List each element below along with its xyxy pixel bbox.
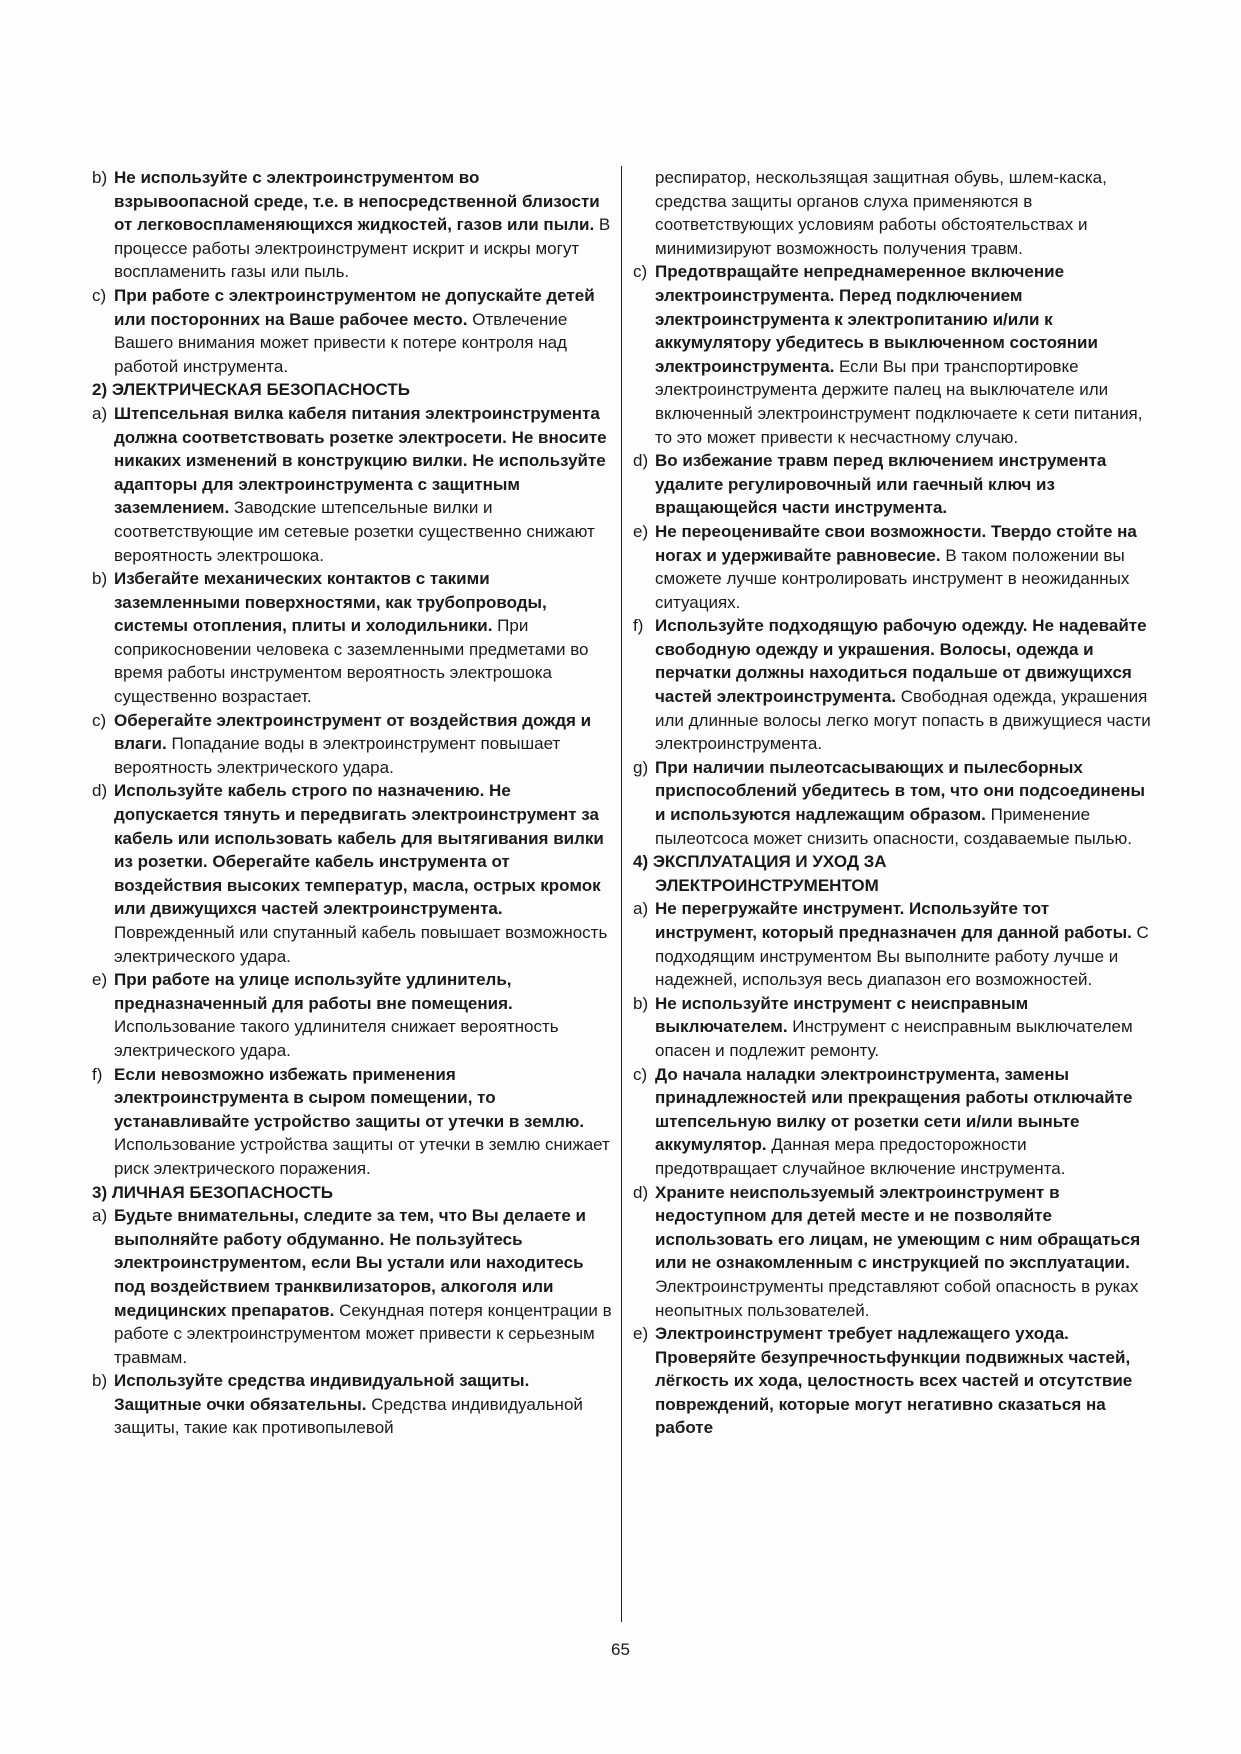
list-item: g) При наличии пылеотсасывающих и пылесборных приспособлений убедитесь в том, что они подсоединены и используются надлежащим образом. Применение пылеотсоса может снизить опасности, создаваемые пылью. [633,757,1146,848]
list-item: d) Во избежание травм перед включением инструмента удалите регулировочный или гаечный ключ из вращающейся части инструмента. [633,451,1107,518]
page-number: 65 [611,1640,630,1659]
list-item: c) Предотвращайте непреднамеренное включение электроинструмента. Перед подключением электроинструмента к электропитанию и/или к аккумулятору убедитесь в выключенном состоянии электроинструмента. Если Вы при транспортировке электроинструмента держите палец на выключателе или включенный электроинструмент подключаете к сети питания, то это может привести к несчастному случаю. [633,262,1143,447]
list-item: e) Не переоценивайте свои возможности. Твердо стойте на ногах и удерживайте равновесие. В таком положении вы сможете лучше контролировать инструмент в неожиданных ситуациях. [633,521,1137,612]
section-heading-line2: ЭЛЕКТРОИНСТРУМЕНТОМ [655,875,879,895]
list-item: f) Используйте подходящую рабочую одежду. Не надевайте свободную одежду и украшения. Волосы, одежда и перчатки должны находиться подальше от движущихся частей электроинструмента. Свободная одежда, украшения или длинные волосы легко могут попасть в движущиеся части электроинструмента. [633,616,1151,754]
list-item: f) Если невозможно избежать применения электроинструмента в сыром помещении, то устанавливайте устройство защиты от утечки в землю. Использование устройства защиты от утечки в землю снижает риск электрического поражения. [92,1064,610,1178]
list-item: e) Электроинструмент требует надлежащего ухода. Проверяйте безупречностьфункции подвижных частей, лёгкость их хода, целостность всех частей и отсутствие повреждений, которые могут негативно сказаться на работе [633,1324,1133,1438]
list-item: a) Не перегружайте инструмент. Используйте тот инструмент, который предназначен для данной работы. С подходящим инструментом Вы выполните работу лучше и надежней, используя весь диапазон его возможностей. [633,899,1149,990]
list-item: a) Будьте внимательны, следите за тем, что Вы делаете и выполняйте работу обдуманно. Не пользуйтесь электроинструментом, если Вы устали или находитесь под воздействием транквилизаторов, алкоголя или медицинских препаратов. Секундная потеря концентрации в работе с электроинструментом может привести к серьезным травмам. [92,1206,612,1367]
list-item: d) Храните неиспользуемый электроинструмент в недоступном для детей месте и не позволяйте использовать его лицам, не умеющим с ним обращаться или не ознакомленным с инструкцией по эксплуатации. Электроинструменты представляют собой опасность в руках неопытных пользователей. [633,1182,1141,1320]
list-item: a) Штепсельная вилка кабеля питания электроинструмента должна соответствовать розетке электросети. Не вносите никаких изменений в конструкцию вилки. Не используйте адапторы для электроинструмента с защитным заземлением. Заводские штепсельные вилки и соответствующие им сетевые розетки существенно снижают вероятность электрошока. [92,403,607,565]
section-heading: 3) ЛИЧНАЯ БЕЗОПАСНОСТЬ [92,1182,333,1202]
list-item: c) При работе с электроинструментом не допускайте детей или посторонних на Ваше рабочее место. Отвлечение Вашего внимания может привести к потере контроля над работой инструмента. [92,285,595,376]
right-column [633,166,1153,1440]
list-item: b) Избегайте механических контактов с такими заземленными поверхностями, как трубопроводы, системы отопления, плиты и холодильники. При соприкосновении человека с заземленными предметами во время работы инструментом вероятность электрошока существенно возрастает. [92,569,589,707]
list-item: d) Используйте кабель строго по назначению. Не допускается тянуть и передвигать электроинструмент за кабель или использовать кабель для вытягивания вилки из розетки. Оберегайте кабель инструмента от воздействия высоких температур, масла, острых кромок или движущихся частей электроинструмента. Поврежденный или спутанный кабель повышает возможность электрического удара. [92,781,608,966]
list-item: b) Используйте средства индивидуальной защиты. Защитные очки обязательны. Средства индивидуальной защиты, такие как противопылевой [92,1371,583,1438]
section-heading: 4) ЭКСПЛУАТАЦИЯ И УХОД ЗА [633,852,887,872]
list-item: e) При работе на улице используйте удлинитель, предназначенный для работы вне помещения. Использование такого удлинителя снижает вероятность электрического удара. [92,970,559,1060]
list-item: c) До начала наладки электроинструмента, замены принадлежностей или прекращения работы отключайте штепсельную вилку от розетки сети и/или выньте аккумулятор. Данная мера предосторожности предотвращает случайное включение инструмента. [633,1064,1133,1178]
section-heading: 2) ЭЛЕКТРИЧЕСКАЯ БЕЗОПАСНОСТЬ [92,380,410,400]
list-item: c) Оберегайте электроинструмент от воздействия дождя и влаги. Попадание воды в электроинструмент повышает вероятность электрического удара. [92,710,592,777]
list-item: b) Не используйте с электроинструментом во взрывоопасной среде, т.е. в непосредственной близости от легковоспламеняющихся жидкостей, газов или пыли. В процессе работы электроинструмент искрит и искры могут воспламенить газы или пыль. [92,168,611,282]
left-column [92,166,612,1440]
list-item: b) Не используйте инструмент с неисправным выключателем. Инструмент с неисправным выключателем опасен и подлежит ремонту. [633,993,1133,1060]
continued-text: респиратор, нескользящая защитная обувь, шлем-каска, средства защиты органов слуха применяются в соответствующих условиям работы обстоятельствах и минимизируют возможность получения травм. [655,168,1107,258]
column-divider [621,166,622,1622]
